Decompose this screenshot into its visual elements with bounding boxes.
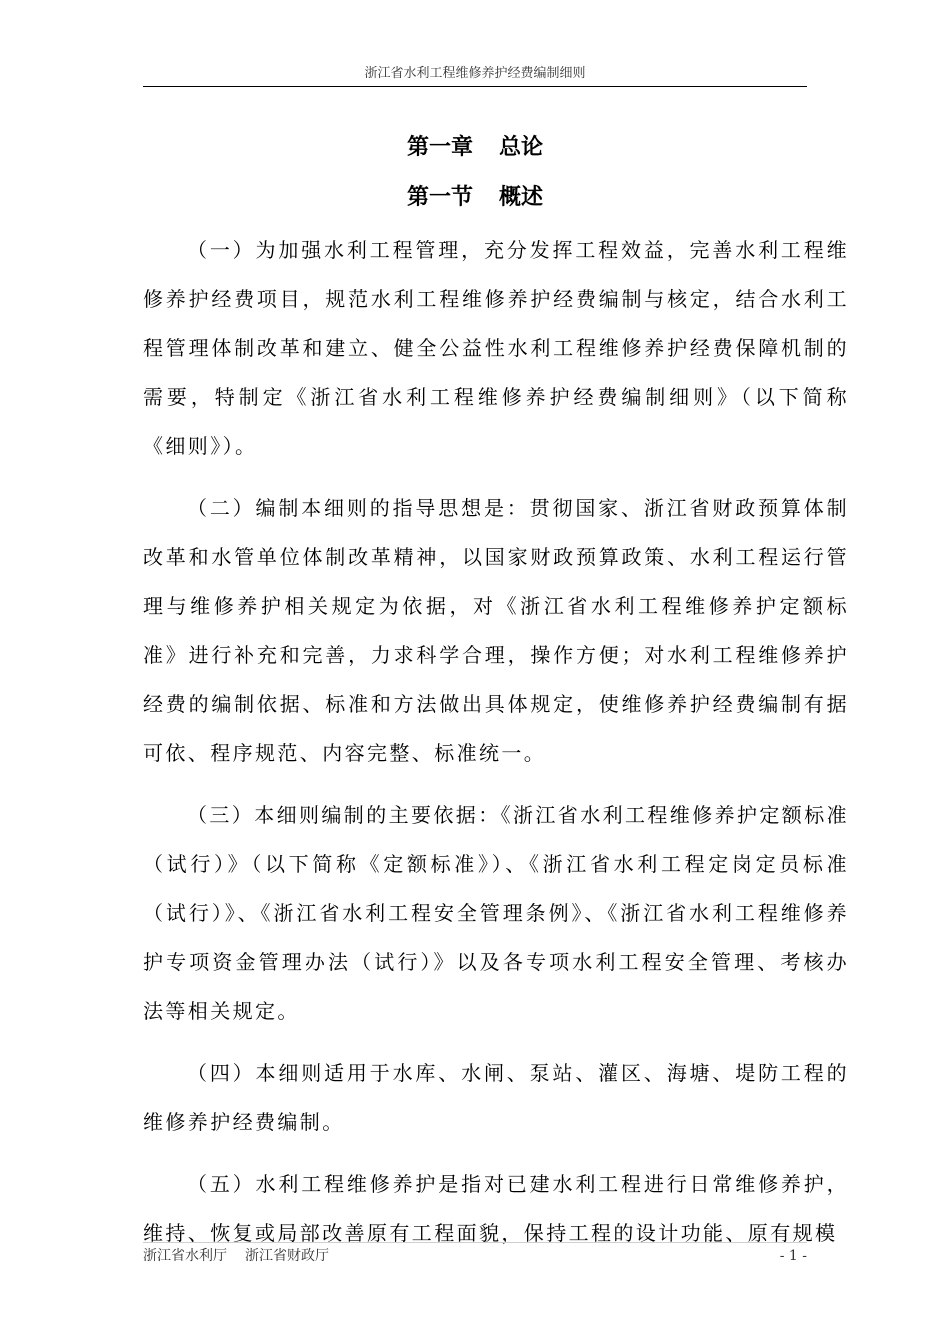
header-rule <box>143 86 807 87</box>
footer-rule <box>143 1242 807 1243</box>
paragraph-5: （五）水利工程维修养护是指对已建水利工程进行日常维修养护，维持、恢复或局部改善原有工程面貌，保持工程的设计功能、原有规模 <box>143 1172 849 1245</box>
section-title <box>143 180 807 214</box>
footer-organizations <box>143 1246 329 1266</box>
section-number: 第一节 <box>406 184 473 210</box>
paragraph-2: （二）编制本细则的指导思想是：贯彻国家、浙江省财政预算体制改革和水管单位体制改革精神，以国家财政预算政策、水利工程运行管理与维修养护相关规定为依据，对《浙江省水利工程维修养护定额标准》进行补充和完善，力求科学合理，操作方便；对水利工程维修养护经费的编制依据、标准和方法做出具体规定，使维修养护经费编制有据可依、程序规范、内容完整、标准统一。 <box>143 496 849 765</box>
chapter-name: 总论 <box>499 134 544 160</box>
chapter-number: 第一章 <box>406 134 473 160</box>
section-name: 概述 <box>499 184 544 210</box>
footer-org-finance: 浙江省财政厅 <box>245 1248 329 1264</box>
running-header: 浙江省水利工程维修养护经费编制细则 <box>364 66 586 81</box>
page-number: - 1 - <box>779 1248 807 1264</box>
chapter-title <box>143 130 807 164</box>
body-text <box>143 226 849 1271</box>
paragraph-4: （四）本细则适用于水库、水闸、泵站、灌区、海塘、堤防工程的维修养护经费编制。 <box>143 1061 849 1134</box>
paragraph-1: （一）为加强水利工程管理，充分发挥工程效益，完善水利工程维修养护经费项目，规范水利工程维修养护经费编制与核定，结合水利工程管理体制改革和建立、健全公益性水利工程维修养护经费保障机制的需要，特制定《浙江省水利工程维修养护经费编制细则》（以下简称《细则》）。 <box>143 238 849 458</box>
paragraph-3: （三）本细则编制的主要依据：《浙江省水利工程维修养护定额标准（试行）》（以下简称《定额标准》）、《浙江省水利工程定岗定员标准（试行）》、《浙江省水利工程安全管理条例》、《浙江省水利工程维修养护专项资金管理办法（试行）》以及各专项水利工程安全管理、考核办法等相关规定。 <box>143 803 849 1023</box>
footer-org-water: 浙江省水利厅 <box>143 1248 227 1264</box>
